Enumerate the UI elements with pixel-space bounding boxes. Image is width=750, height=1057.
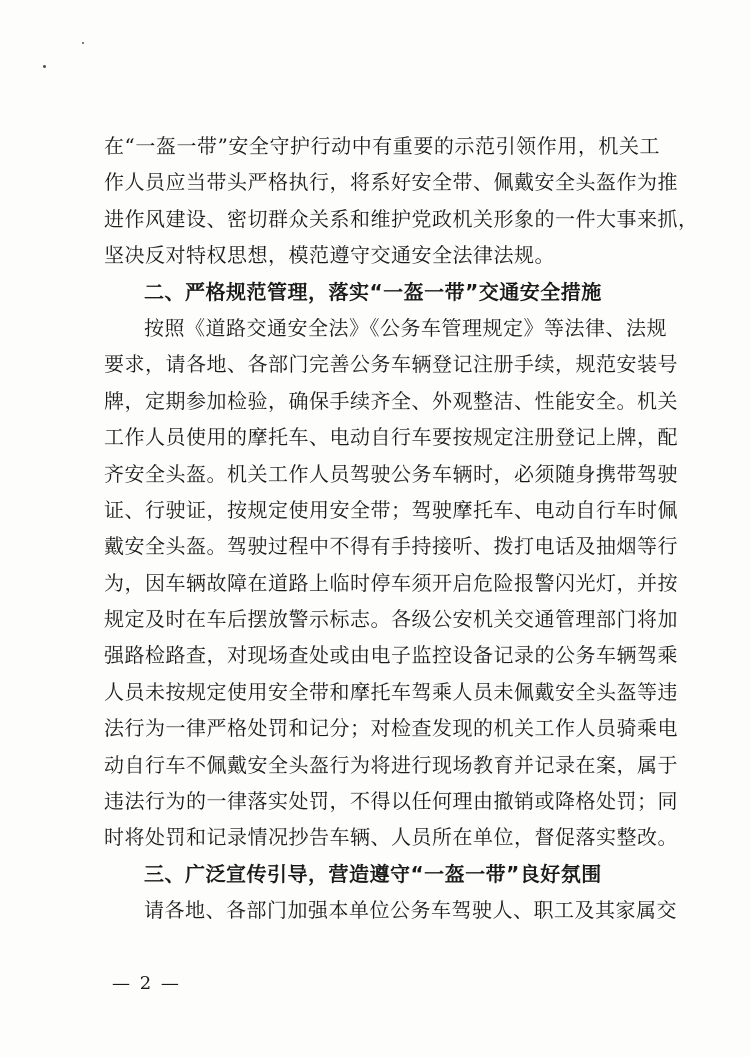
- paragraph-line: 证、行驶证，按规定使用安全带；驾驶摩托车、电动自行车时佩: [104, 497, 678, 522]
- paragraph-line: 强路检路查，对现场查处或由电子监控设备记录的公务车辆驾乘: [104, 643, 678, 668]
- paragraph-last-line: 时将处罚和记录情况抄告车辆、人员所在单位，督促落实整改。: [104, 825, 678, 850]
- paragraph-line: 进作风建设、密切群众关系和维护党政机关形象的一件大事来抓，: [104, 206, 699, 231]
- scan-speck: [82, 42, 84, 44]
- paragraph-last-line: 坚决反对特权思想，模范遵守交通安全法律法规。: [104, 243, 555, 268]
- paragraph-line: 动自行车不佩戴安全头盔行为将进行现场教育并记录在案，属于: [104, 752, 678, 777]
- document-body: [104, 128, 699, 929]
- paragraph-line: 要求，请各地、各部门完善公务车辆登记注册手续，规范安装号: [104, 352, 678, 377]
- paragraph-line: 在“一盔一带”安全守护行动中有重要的示范引领作用，机关工: [104, 134, 660, 158]
- paragraph-line: 戴安全头盔。驾驶过程中不得有手持接听、拨打电话及抽烟等行: [104, 534, 678, 559]
- paragraph-line: 齐安全头盔。机关工作人员驾驶公务车辆时，必须随身携带驾驶: [104, 461, 678, 486]
- paragraph-line: 牌，定期参加检验，确保手续齐全、外观整洁、性能安全。机关: [104, 388, 678, 413]
- paragraph-line: 工作人员使用的摩托车、电动自行车要按规定注册登记上牌，配: [104, 425, 678, 450]
- paragraph-line: 作人员应当带头严格执行，将系好安全带、佩戴安全头盔作为推: [104, 170, 678, 195]
- scan-speck: [43, 65, 46, 68]
- section-heading: 三、广泛宣传引导，营造遵守“一盔一带”良好氛围: [144, 861, 602, 886]
- paragraph-line: 法行为一律严格处罚和记分；对检查发现的机关工作人员骑乘电: [104, 716, 678, 741]
- paragraph-first-line: 请各地、各部门加强本单位公务车驾驶人、职工及其家属交: [144, 898, 677, 923]
- section-heading: 二、严格规范管理，落实“一盔一带”交通安全措施: [144, 279, 602, 304]
- paragraph-line: 为，因车辆故障在道路上临时停车须开启危险报警闪光灯，并按: [104, 570, 678, 595]
- page-number: — 2 —: [112, 973, 181, 994]
- paragraph-first-line: 按照《道路交通安全法》《公务车管理规定》等法律、法规: [144, 315, 667, 340]
- paragraph-line: 规定及时在车后摆放警示标志。各级公安机关交通管理部门将加: [104, 607, 678, 632]
- paragraph-line: 人员未按规定使用安全带和摩托车驾乘人员未佩戴安全头盔等违: [104, 679, 678, 704]
- paragraph-line: 违法行为的一律落实处罚，不得以任何理由撤销或降格处罚；同: [104, 789, 678, 814]
